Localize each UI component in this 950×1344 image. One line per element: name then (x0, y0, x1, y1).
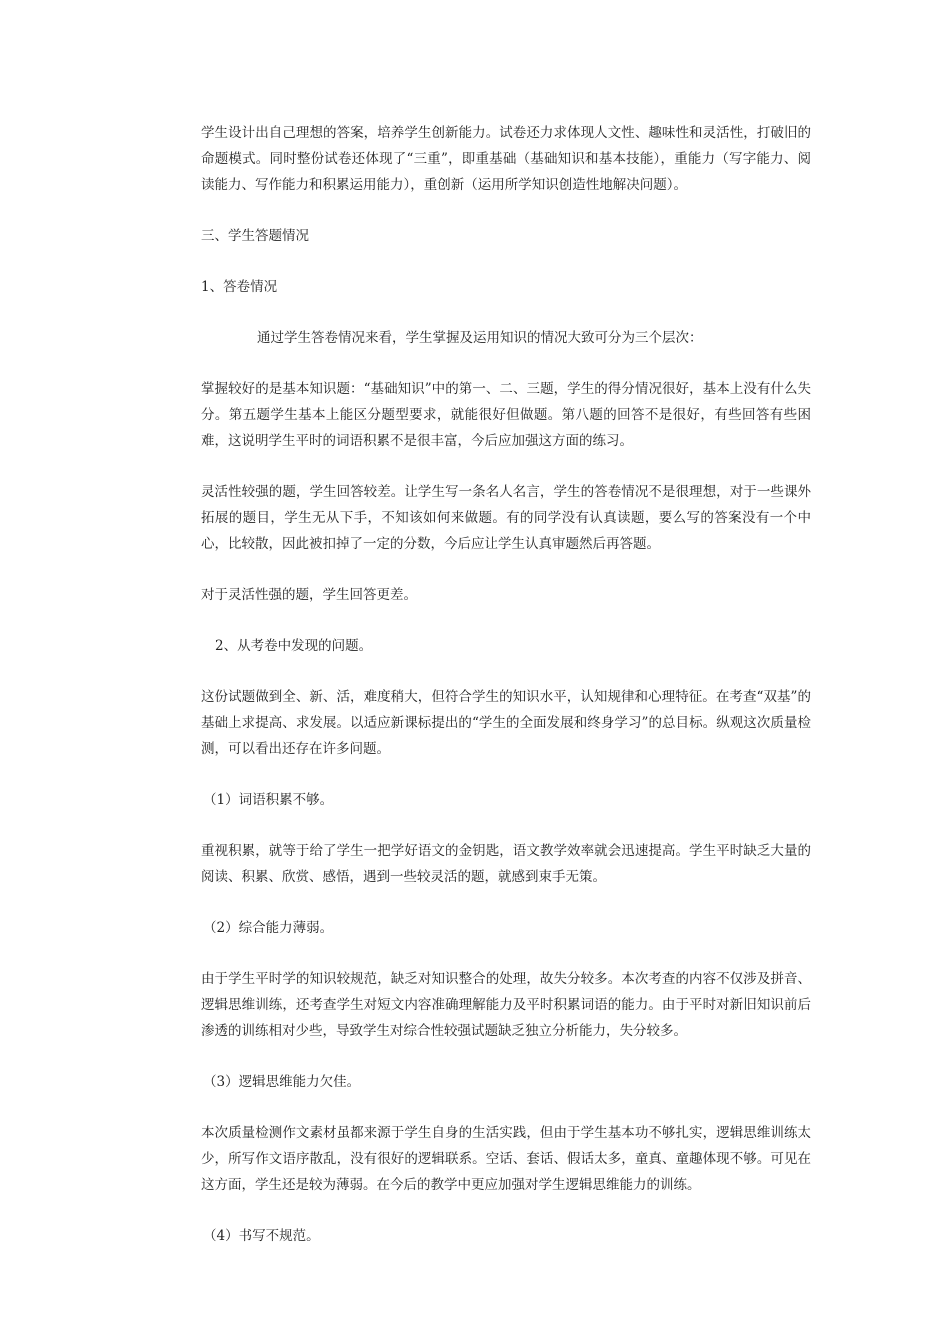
paragraph-exam-design: 学生设计出自己理想的答案，培养学生创新能力。试卷还力求体现人文性、趣味性和灵活性，打破旧的命题模式。同时整份试卷还体现了“三重”，即重基础（基础知识和基本技能），重能力（写字能力、阅读能力、写作能力和积累运用能力），重创新（运用所学知识创造性地解决问题）。 (201, 125, 811, 193)
document-body (201, 120, 811, 1274)
item-heading-writing: （4）书写不规范。 (203, 1228, 320, 1244)
paragraph-vocabulary: 重视积累，就等于给了学生一把学好语文的金钥匙，语文教学效率就会迅速提高。学生平时缺乏大量的阅读、积累、欣赏、感悟，遇到一些较灵活的题，就感到束手无策。 (201, 843, 811, 885)
section-heading-answer-situation: 三、学生答题情况 (201, 228, 309, 244)
subheading-answer-sheet: 1、答卷情况 (201, 279, 278, 295)
paragraph-exam-overview: 这份试题做到全、新、活，难度稍大，但符合学生的知识水平，认知规律和心理特征。在考查“双基”的基础上求提高、求发展。以适应新课标提出的“学生的全面发展和终身学习”的总目标。纵观这次质量检测，可以看出还存在许多问题。 (201, 689, 811, 757)
paragraph-logic: 本次质量检测作文素材虽都来源于学生自身的生活实践，但由于学生基本功不够扎实，逻辑思维训练太少，所写作文语序散乱，没有很好的逻辑联系。空话、套话、假话太多，童真、童趣体现不够。可见在这方面，学生还是较为薄弱。在今后的教学中更应加强对学生逻辑思维能力的训练。 (201, 1125, 811, 1193)
paragraph-flexible-questions: 灵活性较强的题，学生回答较差。让学生写一条名人名言，学生的答卷情况不是很理想，对于一些课外拓展的题目，学生无从下手，不知该如何来做题。有的同学没有认真读题，要么写的答案没有一个中心，比较散，因此被扣掉了一定的分数，今后应让学生认真审题然后再答题。 (201, 484, 811, 552)
paragraph-three-levels-intro: 通过学生答卷情况来看，学生掌握及运用知识的情况大致可分为三个层次： (257, 330, 703, 346)
item-heading-comprehensive: （2）综合能力薄弱。 (203, 920, 334, 936)
item-heading-vocabulary: （1）词语积累不够。 (203, 792, 334, 808)
item-heading-logic: （3）逻辑思维能力欠佳。 (203, 1074, 361, 1090)
paragraph-comprehensive: 由于学生平时学的知识较规范，缺乏对知识整合的处理，故失分较多。本次考查的内容不仅涉及拼音、逻辑思维训练，还考查学生对短文内容准确理解能力及平时积累词语的能力。由于平时对新旧知识前后渗透的训练相对少些，导致学生对综合性较强试题缺乏独立分析能力，失分较多。 (201, 971, 811, 1039)
subheading-problems-found: 2、从考卷中发现的问题。 (215, 638, 373, 654)
paragraph-basic-knowledge: 掌握较好的是基本知识题：“基础知识”中的第一、二、三题，学生的得分情况很好，基本上没有什么失分。第五题学生基本上能区分题型要求，就能很好但做题。第八题的回答不是很好，有些回答有些困难，这说明学生平时的词语积累不是很丰富，今后应加强这方面的练习。 (201, 381, 811, 449)
paragraph-more-flexible: 对于灵活性强的题，学生回答更差。 (201, 587, 417, 603)
